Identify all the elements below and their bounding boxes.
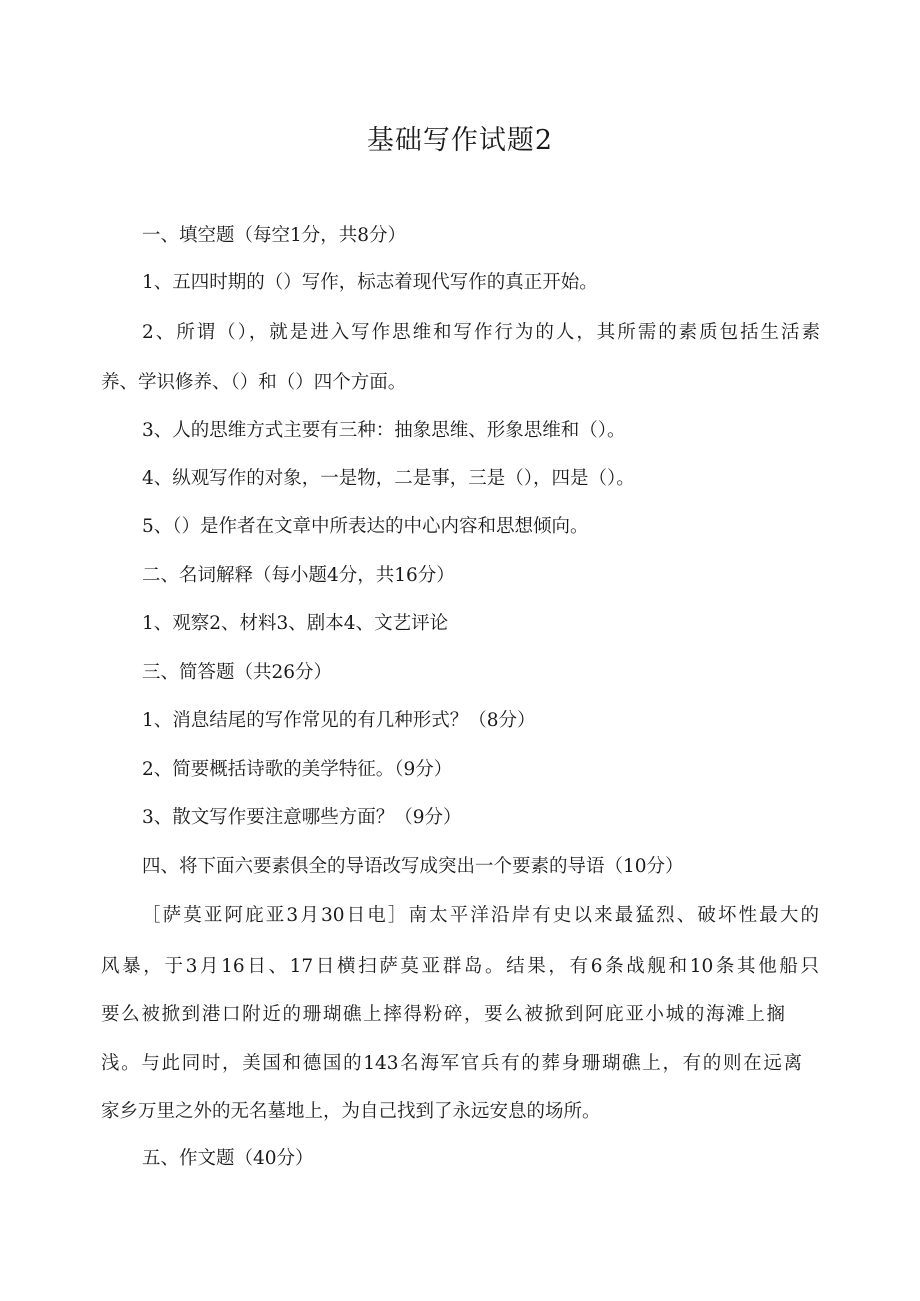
question-1-1: 1、五四时期的（）写作，标志着现代写作的真正开始。 (142, 272, 598, 293)
question-1-2-line-1: 2、所谓（），就是进入写作思维和写作行为的人，其所需的素质包括生活素 (142, 322, 820, 343)
question-1-4: 4、纵观写作的对象，一是物，二是事，三是（），四是（）。 (142, 468, 635, 489)
question-3-3: 3、散文写作要注意哪些方面？（9分） (142, 807, 462, 828)
section-3-heading: 三、简答题（共26分） (142, 662, 333, 683)
page-title: 基础写作试题2 (366, 125, 554, 156)
section-2-heading: 二、名词解释（每小题4分，共16分） (142, 565, 455, 586)
section-2-terms: 1、观察2、材料3、剧本4、文艺评论 (142, 613, 449, 634)
section-1-heading: 一、填空题（每空1分，共8分） (142, 225, 407, 246)
question-3-2: 2、简要概括诗歌的美学特征。（9分） (142, 759, 453, 780)
question-1-2-line-2: 养、学识修养、（）和（）四个方面。 (101, 372, 407, 393)
section-5-heading: 五、作文题（40分） (142, 1148, 314, 1169)
question-1-3: 3、人的思维方式主要有三种：抽象思维、形象思维和（）。 (142, 420, 626, 441)
passage-line-4: 浅。与此同时，美国和德国的143名海军官兵有的葬身珊瑚礁上，有的则在远离 (101, 1053, 802, 1074)
passage-line-5: 家乡万里之外的无名墓地上，为自己找到了永远安息的场所。 (101, 1101, 601, 1122)
passage-line-3: 要么被掀到港口附近的珊瑚礁上摔得粉碎，要么被掀到阿庇亚小城的海滩上搁 (101, 1004, 785, 1025)
question-1-5: 5、（）是作者在文章中所表达的中心内容和思想倾向。 (142, 516, 589, 537)
section-4-heading: 四、将下面六要素俱全的导语改写成突出一个要素的导语（10分） (142, 856, 684, 877)
passage-line-1: ［萨莫亚阿庇亚3月30日电］南太平洋沿岸有史以来最猛烈、破坏性最大的 (142, 905, 819, 926)
question-3-1: 1、消息结尾的写作常见的有几种形式？（8分） (142, 710, 536, 731)
passage-line-2: 风暴，于3月16日、17日横扫萨莫亚群岛。结果，有6条战舰和10条其他船只 (101, 956, 819, 977)
